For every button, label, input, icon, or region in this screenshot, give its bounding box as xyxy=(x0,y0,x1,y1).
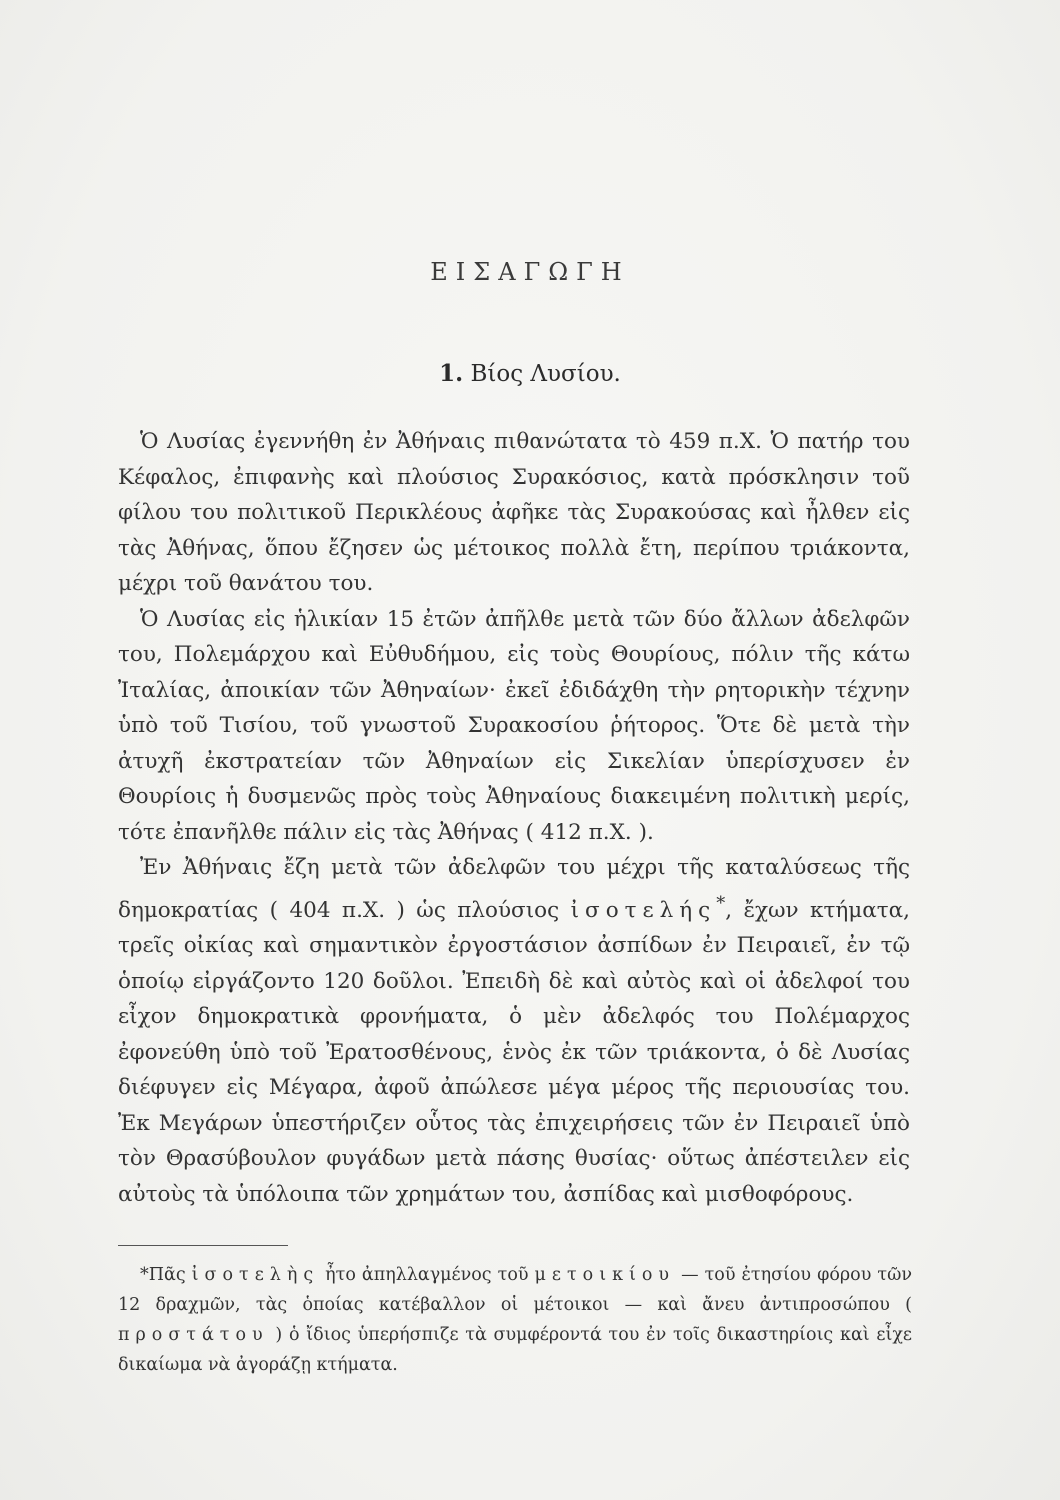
body-text xyxy=(118,424,910,1212)
footnote-part-4: ) ὁ ἴδιος ὑπερήσπιζε τὰ συμφέροντά του ἐν τοῖς δικαστηρίοις καὶ εἶχε δικαίωμα νὰ ἀγοράζῃ κτήματα. xyxy=(118,1325,912,1375)
footnote-reference: * xyxy=(716,892,726,914)
footnote-mark: * xyxy=(140,1265,149,1285)
spaced-term-isoteles: ἰσοτελής xyxy=(570,897,717,923)
footnote-text xyxy=(118,1260,912,1380)
section-number: 1. xyxy=(439,360,464,387)
paragraph-2: Ὁ Λυσίας εἰς ἡλικίαν 15 ἐτῶν ἀπῆλθε μετὰ τῶν δύο ἄλλων ἀδελφῶν του, Πολεμάρχου καὶ Εὐθυδήμου, εἰς τοὺς Θουρίους, πόλιν τῆς κάτω Ἰταλίας, ἀποικίαν τῶν Ἀθηναίων· ἐκεῖ ἐδιδάχθη τὴν ρητορικὴν τέχνην ὑπὸ τοῦ Τισίου, τοῦ γνωστοῦ Συρακοσίου ῥήτορος. Ὅτε δὲ μετὰ τὴν ἀτυχῆ ἐκστρατείαν τῶν Ἀθηναίων εἰς Σικελίαν ὑπερίσχυσεν ἐν Θουρίοις ἡ δυσμενῶς πρὸς τοὺς Ἀθηναίους διακειμένη πολιτικὴ μερίς, τότε ἐπανῆλθε πάλιν εἰς τὰς Ἀθήνας ( 412 π.Χ. ). xyxy=(118,606,910,845)
section-title: Βίος Λυσίου. xyxy=(470,361,621,387)
footnote-spaced-metoikiou: μετοικίου xyxy=(534,1265,676,1285)
footnote-spaced-isoteles: ἰσοτελὴς xyxy=(191,1265,320,1285)
footnote-divider xyxy=(118,1245,288,1246)
footnote-part-3: — τοῦ ἐτησίου φόρου τῶν 12 δραχμῶν, τὰς ὁποίας κατέβαλλον οἱ μέτοικοι — καὶ ἄνευ ἀντιπροσώπου ( xyxy=(118,1265,912,1315)
footnote-spaced-prostatou: προστάτου xyxy=(118,1325,269,1345)
paragraph-3-end: , ἔχων κτήματα, τρεῖς οἰκίας καὶ σημαντικὸν ἐργοστάσιον ἀσπίδων ἐν Πειραιεῖ, ἐν τῷ ὁποίῳ εἰργάζοντο 120 δοῦλοι. Ἐπειδὴ δὲ καὶ αὐτὸς καὶ οἱ ἀδελφοί του εἶχον δημοκρατικὰ φρονήματα, ὁ μὲν ἀδελφός του Πολέμαρχος ἐφονεύθη ὑπὸ τοῦ Ἐρατοσθένους, ἑνὸς ἐκ τῶν τριάκοντα, ὁ δὲ Λυσίας διέφυγεν εἰς Μέγαρα, ἀφοῦ ἀπώλεσε μέγα μέρος τῆς περιουσίας του. Ἐκ Μεγάρων ὑπεστήριζεν οὗτος τὰς ἐπιχειρήσεις τῶν ἐν Πειραιεῖ ὑπὸ τὸν Θρασύβουλον φυγάδων μετὰ πάσης θυσίας· οὕτως ἀπέστειλεν εἰς αὐτοὺς τὰ ὑπόλοιπα τῶν χρημάτων του, ἀσπίδας καὶ μισθοφόρους. xyxy=(118,897,911,1207)
footnote-part-2: ἦτο ἀπηλλαγμένος τοῦ xyxy=(319,1265,535,1285)
paragraph-3 xyxy=(118,850,910,1212)
chapter-title: ΕΙΣΑΓΩΓΗ xyxy=(430,258,630,286)
footnote xyxy=(118,1260,912,1380)
paragraph-3-start: Ἐν Ἀθήναις ἔζη μετὰ τῶν ἀδελφῶν του μέχρι τῆς καταλύσεως τῆς δημοκρατίας ( 404 π.Χ. ) ὡς πλούσιος xyxy=(118,855,910,923)
paragraph-1: Ὁ Λυσίας ἐγεννήθη ἐν Ἀθήναις πιθανώτατα τὸ 459 π.Χ. Ὁ πατήρ του Κέφαλος, ἐπιφανὴς καὶ πλούσιος Συρακόσιος, κατὰ πρόσκλησιν τοῦ φίλου του πολιτικοῦ Περικλέους ἀφῆκε τὰς Συρακούσας καὶ ἦλθεν εἰς τὰς Ἀθήνας, ὅπου ἔζησεν ὡς μέτοικος πολλὰ ἔτη, περίπου τριάκοντα, μέχρι τοῦ θανάτου του. xyxy=(118,429,910,596)
section-heading xyxy=(0,360,1060,387)
footnote-part-1: Πᾶς xyxy=(148,1265,192,1285)
